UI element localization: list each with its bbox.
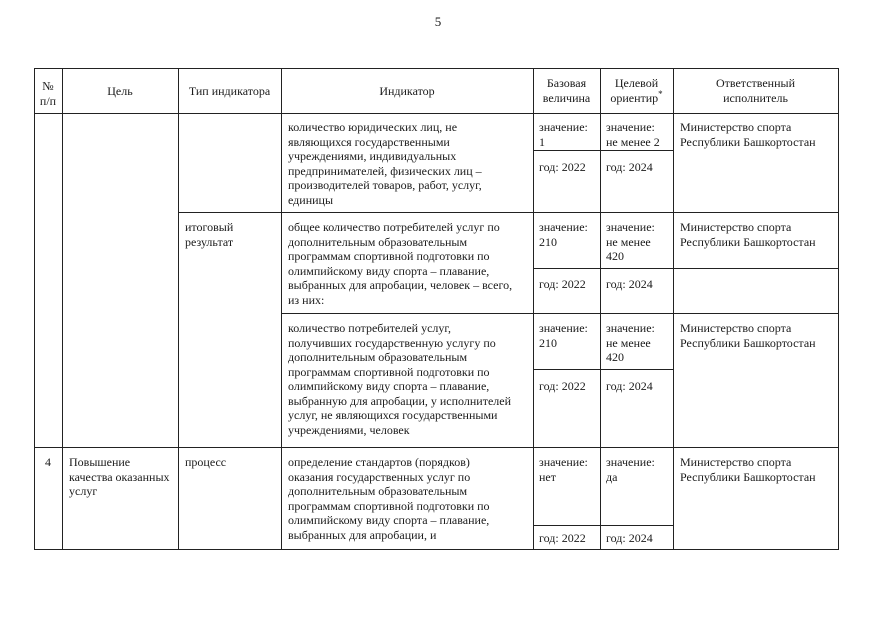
text-line: Республики Башкортостан	[680, 335, 816, 350]
header-base	[533, 76, 600, 105]
text-line: являющихся государственными	[288, 134, 450, 149]
text-line: Повышение	[69, 455, 131, 469]
text-line: определение стандартов (порядков)	[288, 455, 470, 469]
text-line: производителей товаров, работ, услуг,	[288, 178, 482, 192]
target-value-cell	[606, 120, 660, 149]
text-line: количество потребителей услуг,	[288, 321, 451, 335]
header-type: Тип индикатора	[188, 84, 271, 98]
base-value-cell	[539, 455, 588, 484]
text-line: Базовая	[546, 76, 587, 90]
target-value-cell	[606, 321, 655, 365]
base-year-cell: год: 2022	[539, 277, 586, 291]
text-line: из них:	[288, 292, 325, 307]
text-line: Министерство спорта	[680, 220, 792, 234]
text-line: да	[606, 469, 618, 484]
text-line: значение:	[606, 120, 655, 134]
text-line: дополнительным образовательным	[288, 234, 468, 249]
responsible-cell	[680, 455, 816, 484]
text-line: Ответственный	[715, 76, 796, 90]
text-line: дополнительным образовательным	[288, 350, 468, 364]
text-line: не менее	[606, 335, 651, 350]
type-cell: процесс	[185, 455, 227, 469]
text-line: Целевой	[614, 76, 659, 90]
base-year-cell: год: 2022	[539, 379, 586, 393]
indicator-cell	[288, 120, 482, 207]
target-value-cell	[606, 220, 655, 264]
text-line: 1	[539, 134, 545, 149]
text-line: 210	[539, 335, 557, 350]
text-line: 210	[539, 234, 557, 249]
text-line: величина	[542, 90, 591, 105]
text-line: учреждениями, человек	[288, 422, 410, 437]
header-indicator: Индикатор	[379, 84, 435, 98]
footnote-mark: *	[658, 88, 663, 99]
responsible-cell	[680, 321, 816, 350]
text-line: результат	[185, 234, 234, 249]
header-num	[34, 79, 62, 108]
base-value-cell	[539, 120, 588, 149]
text-line: олимпийскому виду спорта – плавание,	[288, 379, 490, 393]
text-line: Министерство спорта	[680, 120, 792, 134]
base-year-cell: год: 2022	[539, 160, 586, 174]
base-year-cell: год: 2022	[539, 531, 586, 545]
responsible-cell	[680, 120, 816, 149]
base-value-cell	[539, 321, 588, 350]
text-line: нет	[539, 469, 556, 484]
target-year-cell: год: 2024	[606, 531, 653, 545]
text-line: п/п	[39, 93, 57, 108]
text-line: общее количество потребителей услуг по	[288, 220, 500, 234]
goal-cell	[69, 455, 170, 499]
text-line: программам спортивной подготовки по	[288, 364, 490, 379]
text-line: единицы	[288, 192, 334, 207]
text-line: услуг	[69, 484, 98, 498]
text-line: Министерство спорта	[680, 321, 792, 335]
responsible-cell	[680, 220, 816, 249]
row-number: 4	[45, 455, 51, 469]
text-line: значение:	[539, 321, 588, 335]
target-year-cell: год: 2024	[606, 160, 653, 174]
text-line: программам спортивной подготовки по	[288, 249, 490, 263]
text-line: качества оказанных	[69, 469, 170, 484]
text-line: значение:	[539, 120, 588, 134]
text-line: Республики Башкортостан	[680, 134, 816, 149]
text-line: №	[42, 79, 54, 93]
text-line: 420	[606, 350, 624, 364]
text-line: программам спортивной подготовки по	[288, 498, 490, 513]
type-cell	[185, 220, 233, 249]
target-year-cell: год: 2024	[606, 379, 653, 393]
text-line: предпринимателей, физических лиц –	[288, 163, 482, 178]
text-line: олимпийскому виду спорта – плавание,	[288, 263, 490, 278]
text-line: значение:	[606, 455, 655, 469]
text-line: Министерство спорта	[680, 455, 792, 469]
text-line: Республики Башкортостан	[680, 234, 816, 249]
text-line: услуг, не являющихся государственными	[288, 408, 498, 422]
text-line: итоговый	[185, 220, 234, 234]
indicator-cell	[288, 220, 512, 307]
target-value-cell	[606, 455, 655, 484]
page-number: 5	[434, 14, 442, 29]
text-line: значение:	[606, 220, 655, 234]
text-line: оказания государственных услуг по	[288, 469, 471, 484]
text-line: значение:	[539, 455, 588, 469]
text-line: 420	[606, 249, 624, 263]
text-line: выбранных для апробации, и	[288, 527, 437, 542]
header-goal: Цель	[107, 84, 133, 98]
text-line: выбранную для апробации, у исполнителей	[288, 393, 512, 408]
text-line: Республики Башкортостан	[680, 469, 816, 484]
indicator-cell	[288, 455, 490, 542]
text-line: не менее 2	[606, 134, 660, 149]
text-line: учреждениями, индивидуальных	[288, 149, 457, 163]
header-target: Целевой ориентир*	[600, 76, 673, 105]
text-line: исполнитель	[723, 90, 788, 105]
indicator-cell	[288, 321, 511, 437]
text-line: значение:	[539, 220, 588, 234]
text-line: получивших государственную услугу по	[288, 335, 496, 350]
base-value-cell	[539, 220, 588, 249]
header-responsible	[673, 76, 838, 105]
text-line: количество юридических лиц, не	[288, 120, 458, 134]
target-year-cell: год: 2024	[606, 277, 653, 291]
text-line: не менее	[606, 234, 651, 249]
text-line: дополнительным образовательным	[288, 484, 468, 498]
text-line: значение:	[606, 321, 655, 335]
text-line: олимпийскому виду спорта – плавание,	[288, 513, 490, 527]
text-line: выбранных для апробации, человек – всего,	[288, 278, 513, 292]
